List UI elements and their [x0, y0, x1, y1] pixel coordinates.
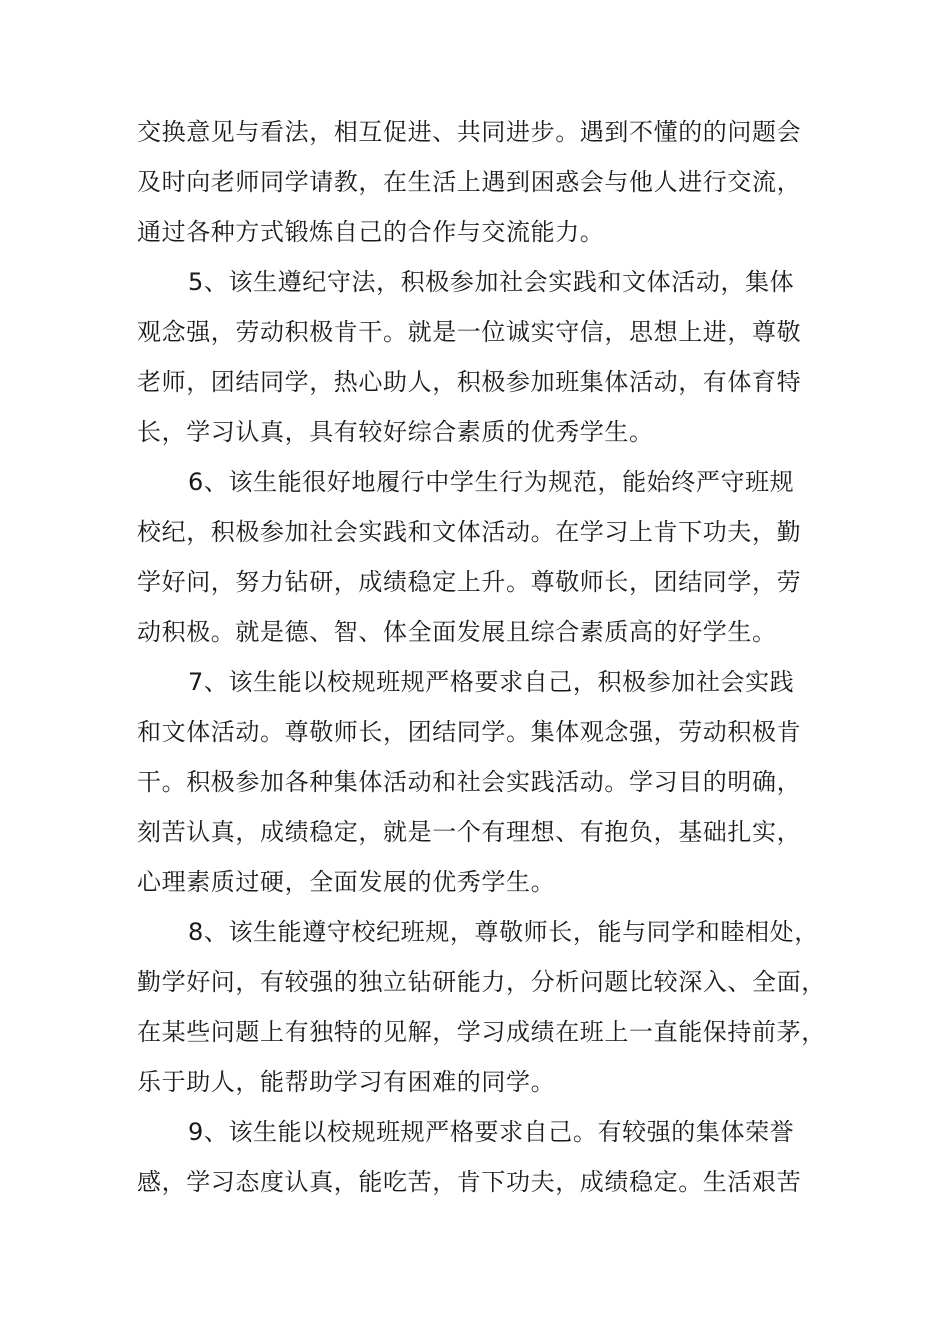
text-line: 交换意见与看法，相互促进、共同进步。遇到不懂的的问题会	[137, 118, 802, 146]
text-line: 和文体活动。尊敬师长，团结同学。集体观念强，劳动积极肯	[137, 718, 802, 746]
text-line: 感，学习态度认真，能吃苦，肯下功夫，成绩稳定。生活艰苦	[137, 1168, 802, 1196]
text-line: 在某些问题上有独特的见解，学习成绩在班上一直能保持前茅，	[137, 1018, 826, 1046]
text-line: 动积极。就是德、智、体全面发展且综合素质高的好学生。	[137, 618, 777, 646]
text-line: 长，学习认真，具有较好综合素质的优秀学生。	[137, 418, 654, 446]
paragraph-8-first-line: 8、该生能遵守校纪班规，尊敬师长，能与同学和睦相处，	[188, 918, 819, 946]
text-line: 学好问，努力钻研，成绩稳定上升。尊敬师长，团结同学，劳	[137, 568, 802, 596]
text-line: 通过各种方式锻炼自己的合作与交流能力。	[137, 218, 605, 246]
text-line: 心理素质过硬，全面发展的优秀学生。	[137, 868, 556, 896]
text-line: 老师，团结同学，热心助人，积极参加班集体活动，有体育特	[137, 368, 802, 396]
text-line: 刻苦认真，成绩稳定，就是一个有理想、有抱负，基础扎实，	[137, 818, 802, 846]
paragraph-5-first-line: 5、该生遵纪守法，积极参加社会实践和文体活动，集体	[188, 268, 795, 296]
text-line: 观念强，劳动积极肯干。就是一位诚实守信，思想上进，尊敬	[137, 318, 802, 346]
text-line: 及时向老师同学请教，在生活上遇到困惑会与他人进行交流，	[137, 168, 802, 196]
text-line: 乐于助人，能帮助学习有困难的同学。	[137, 1068, 556, 1096]
paragraph-7-first-line: 7、该生能以校规班规严格要求自己，积极参加社会实践	[188, 668, 795, 696]
text-line: 校纪，积极参加社会实践和文体活动。在学习上肯下功夫，勤	[137, 518, 802, 546]
text-line: 干。积极参加各种集体活动和社会实践活动。学习目的明确，	[137, 768, 802, 796]
paragraph-9-first-line: 9、该生能以校规班规严格要求自己。有较强的集体荣誉	[188, 1118, 795, 1146]
text-line: 勤学好问，有较强的独立钻研能力，分析问题比较深入、全面，	[137, 968, 826, 996]
paragraph-6-first-line: 6、该生能很好地履行中学生行为规范，能始终严守班规	[188, 468, 795, 496]
